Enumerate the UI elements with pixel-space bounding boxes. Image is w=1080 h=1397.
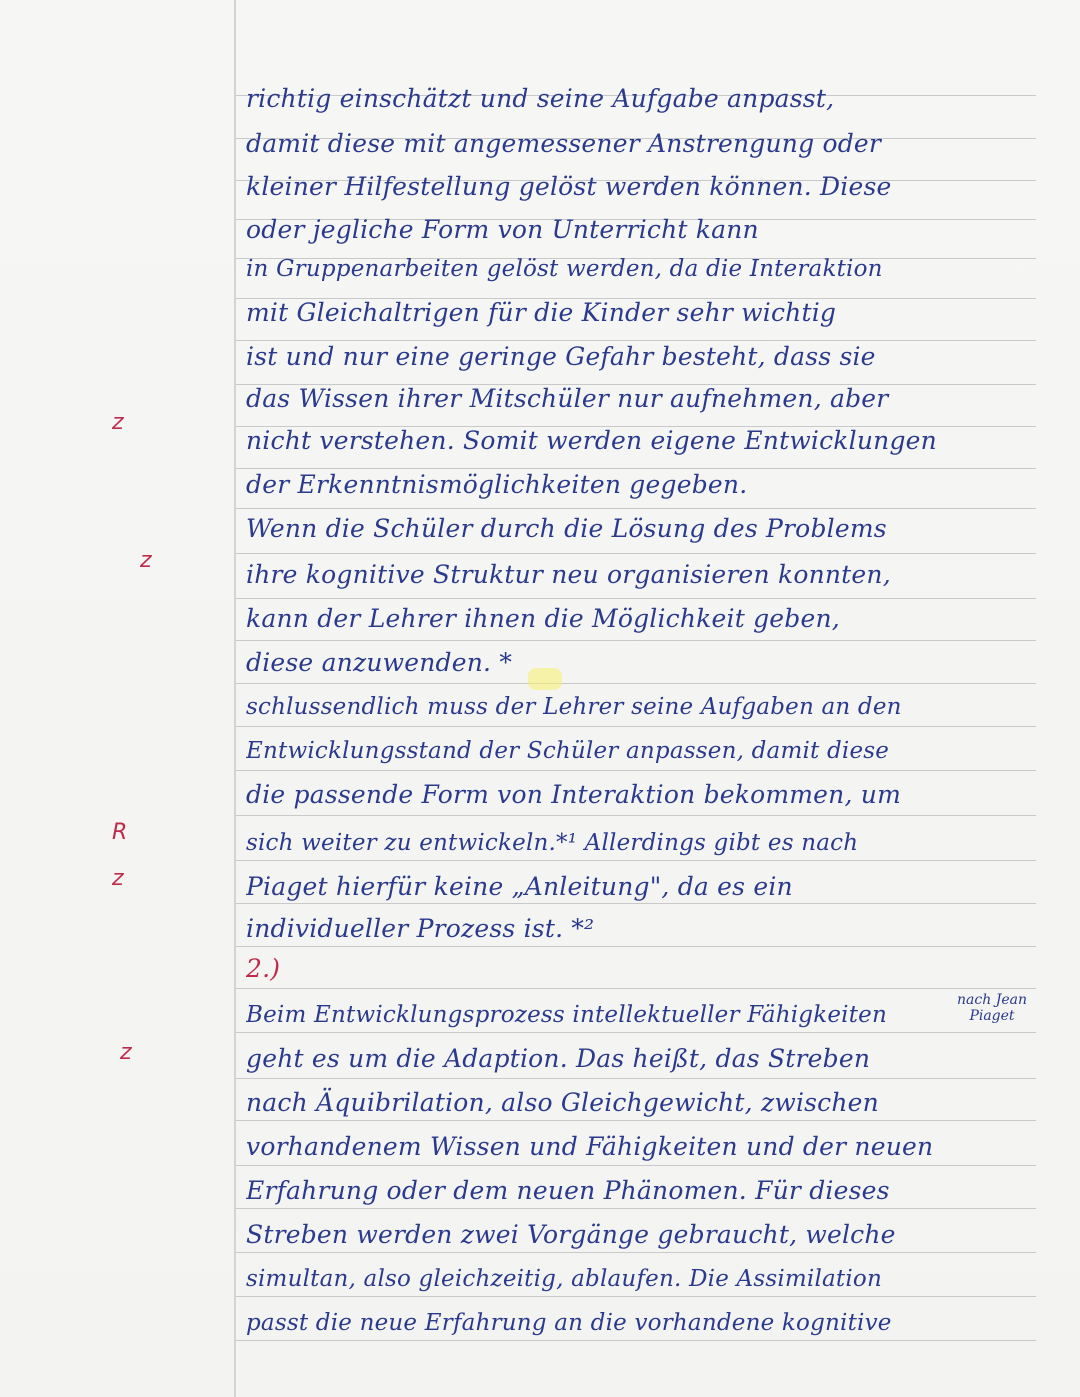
text-line: vorhandenem Wissen und Fähigkeiten und der neuen bbox=[246, 1132, 934, 1161]
text-line: in Gruppenarbeiten gelöst werden, da die Interaktion bbox=[246, 256, 883, 282]
ruled-line bbox=[236, 988, 1036, 989]
text-line: Streben werden zwei Vorgänge gebraucht, welche bbox=[246, 1220, 896, 1249]
ruled-line bbox=[236, 1208, 1036, 1209]
text-line: Erfahrung oder dem neuen Phänomen. Für dieses bbox=[246, 1176, 890, 1205]
text-line: oder jegliche Form von Unterricht kann bbox=[246, 215, 759, 244]
text-line: diese anzuwenden. * bbox=[246, 648, 513, 677]
ruled-line bbox=[236, 1032, 1036, 1033]
margin-mark: z bbox=[112, 410, 124, 435]
text-line: simultan, also gleichzeitig, ablaufen. Die Assimilation bbox=[246, 1266, 882, 1292]
section-number: 2.) bbox=[246, 954, 281, 983]
margin-line bbox=[234, 0, 236, 1397]
text-line: schlussendlich muss der Lehrer seine Aufgaben an den bbox=[246, 694, 902, 720]
margin-mark: R bbox=[112, 820, 128, 845]
margin-mark: z bbox=[112, 866, 124, 891]
text-line: nicht verstehen. Somit werden eigene Entwicklungen bbox=[246, 426, 937, 455]
ruled-line bbox=[236, 598, 1036, 599]
ruled-line bbox=[236, 770, 1036, 771]
ruled-line bbox=[236, 860, 1036, 861]
ruled-line bbox=[236, 1165, 1036, 1166]
ruled-line bbox=[236, 1296, 1036, 1297]
inline-note: nach Jean Piaget bbox=[957, 992, 1027, 1024]
text-line: nach Äquibrilation, also Gleichgewicht, zwischen bbox=[246, 1088, 879, 1117]
text-line: kann der Lehrer ihnen die Möglichkeit geben, bbox=[246, 604, 840, 633]
ruled-line bbox=[236, 683, 1036, 684]
text-line: geht es um die Adaption. Das heißt, das Streben bbox=[246, 1044, 871, 1073]
text-line: Entwicklungsstand der Schüler anpassen, damit diese bbox=[246, 738, 890, 764]
text-line: die passende Form von Interaktion bekommen, um bbox=[246, 780, 901, 809]
text-line: das Wissen ihrer Mitschüler nur aufnehmen, aber bbox=[246, 384, 889, 413]
text-line: passt die neue Erfahrung an die vorhandene kognitive bbox=[246, 1310, 892, 1336]
ruled-line bbox=[236, 946, 1036, 947]
ruled-line bbox=[236, 553, 1036, 554]
ruled-line bbox=[236, 1340, 1036, 1341]
text-line: kleiner Hilfestellung gelöst werden können. Diese bbox=[246, 172, 892, 201]
margin-mark: z bbox=[120, 1040, 132, 1065]
text-line: Piaget hierfür keine „Anleitung", da es ein bbox=[246, 872, 793, 901]
ruled-line bbox=[236, 508, 1036, 509]
text-line: der Erkenntnismöglichkeiten gegeben. bbox=[246, 470, 748, 499]
ruled-line bbox=[236, 815, 1036, 816]
text-line: individueller Prozess ist. *² bbox=[246, 914, 595, 943]
text-line: mit Gleichaltrigen für die Kinder sehr wichtig bbox=[246, 298, 837, 327]
text-line: ihre kognitive Struktur neu organisieren konnten, bbox=[246, 560, 891, 589]
ruled-line bbox=[236, 640, 1036, 641]
ruled-line bbox=[236, 726, 1036, 727]
text-line: ist und nur eine geringe Gefahr besteht, dass sie bbox=[246, 342, 876, 371]
ruled-line bbox=[236, 1252, 1036, 1253]
text-line: Wenn die Schüler durch die Lösung des Problems bbox=[246, 514, 887, 543]
text-line: richtig einschätzt und seine Aufgabe anpasst, bbox=[246, 84, 835, 113]
margin-mark: z bbox=[140, 548, 152, 573]
ruled-line bbox=[236, 1078, 1036, 1079]
text-line: damit diese mit angemessener Anstrengung oder bbox=[246, 129, 882, 158]
text-line: sich weiter zu entwickeln.*¹ Allerdings gibt es nach bbox=[246, 830, 859, 856]
ruled-line bbox=[236, 1120, 1036, 1121]
text-line: Beim Entwicklungsprozess intellektueller Fähigkeiten bbox=[246, 1002, 887, 1028]
